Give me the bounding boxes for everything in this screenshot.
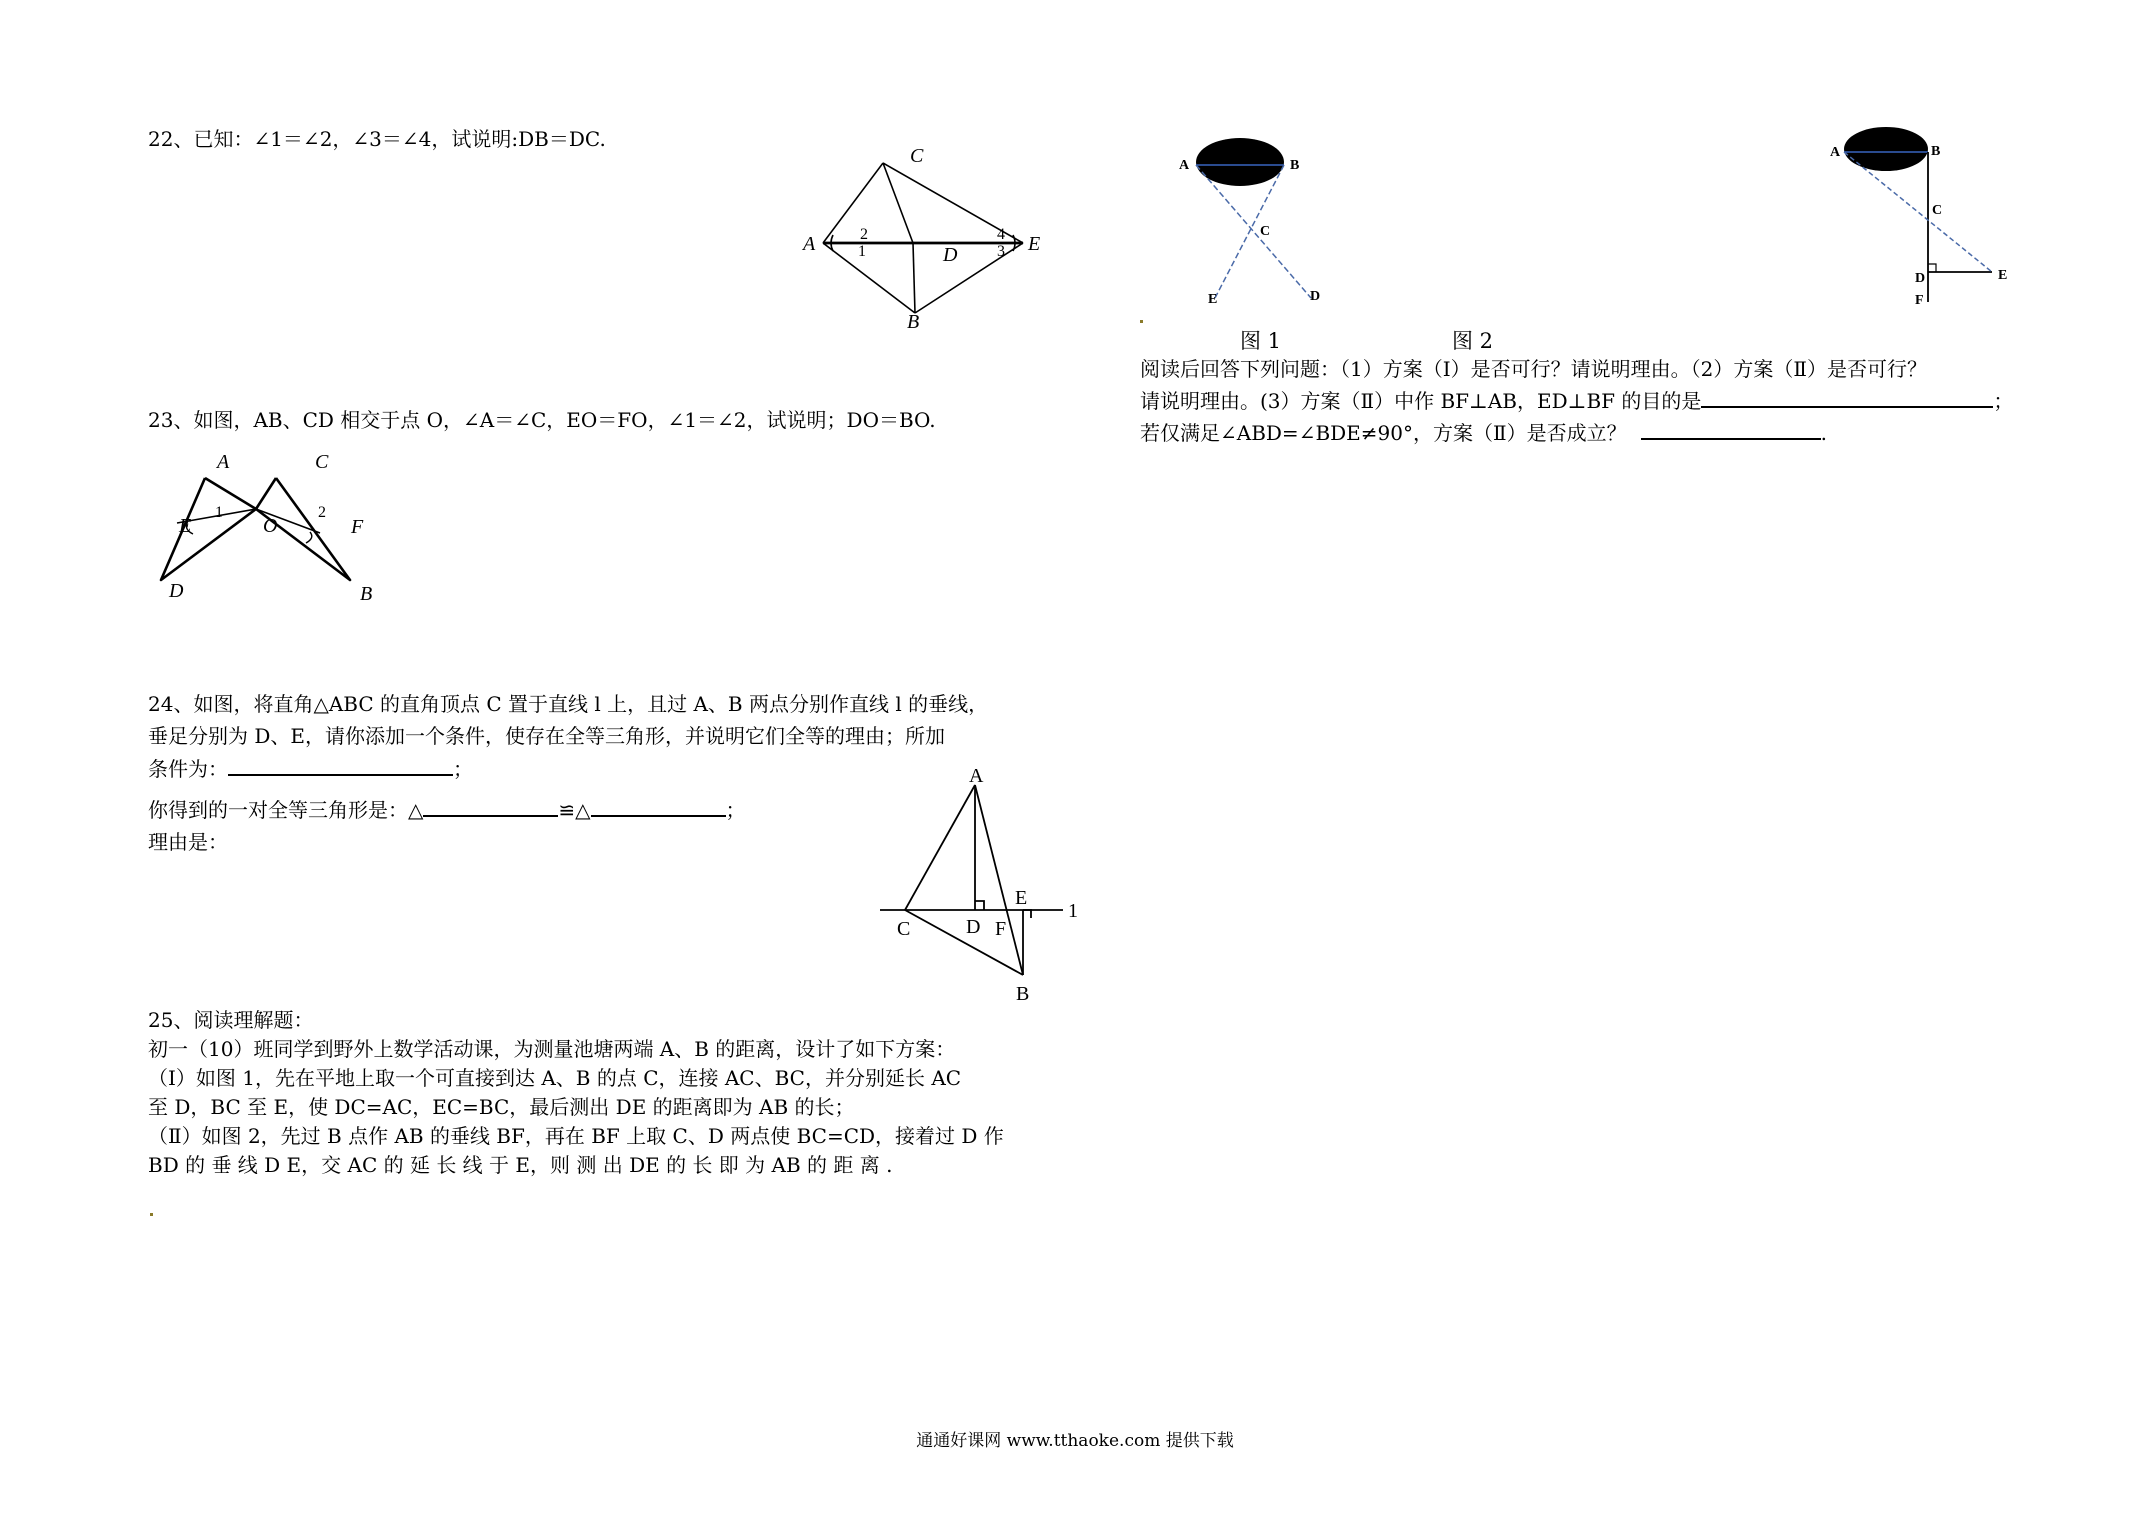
q22-angle-3: 3	[997, 243, 1005, 260]
q23-label-b: B	[360, 583, 373, 605]
q22-angle-2: 2	[860, 226, 868, 243]
stray-dot-left	[150, 1213, 153, 1216]
q24-triangle1-blank[interactable]	[423, 795, 558, 817]
q25-plan1-line1: （Ⅰ）如图 1，先在平地上取一个可直接到达 A、B 的点 C，连接 AC、BC，并分别延长 AC	[148, 1066, 962, 1090]
right-q2-end: ；	[1993, 389, 2014, 413]
q22-label-c: C	[910, 145, 924, 167]
stray-dot-right	[1140, 320, 1143, 323]
q24-condition-label: 条件为：	[148, 757, 228, 781]
q23-label-d: D	[169, 580, 184, 602]
fig1-label-c: C	[1260, 224, 1271, 239]
fig2-pond	[1844, 127, 1928, 171]
q24-label-a: A	[969, 765, 984, 787]
q23-label-e: E	[179, 515, 192, 537]
purpose-blank[interactable]	[1701, 386, 1993, 408]
q25-plan2-line1: （Ⅱ）如图 2，先过 B 点作 AB 的垂线 BF，再在 BF 上取 C、D 两点使 BC=CD，接着过 D 作	[148, 1124, 1004, 1148]
q22-text: 22、已知：∠1＝∠2，∠3＝∠4，试说明:DB＝DC.	[148, 127, 606, 151]
condition-holds-blank[interactable]	[1641, 418, 1821, 440]
q23-angle-2: 2	[318, 504, 326, 521]
q22-label-b: B	[907, 311, 920, 333]
right-q3-end: .	[1820, 421, 1827, 445]
q25-title: 25、阅读理解题：	[148, 1008, 314, 1032]
fig2-label-a: A	[1830, 145, 1841, 160]
q23-label-c: C	[315, 451, 329, 473]
fig2-label-b: B	[1931, 144, 1941, 159]
q22-angle-4: 4	[997, 226, 1005, 243]
q24-label-f: F	[995, 918, 1007, 940]
fig1-label-b: B	[1290, 158, 1300, 173]
q24-line1: 24、如图，将直角△ABC 的直角顶点 C 置于直线 l 上，且过 A、B 两点分别作直线 l 的垂线，	[148, 692, 989, 716]
right-q3-text: 若仅满足∠ABD=∠BDE≠90°，方案（Ⅱ）是否成立？	[1140, 421, 1627, 445]
q22-label-d: D	[943, 244, 958, 266]
q24-reason-label: 理由是：	[148, 830, 228, 854]
q24-figure	[880, 765, 1100, 1010]
right-q2-text: 请说明理由。(3）方案（Ⅱ）中作 BF⊥AB，ED⊥BF 的目的是	[1140, 389, 1702, 413]
q24-triangle2-blank[interactable]	[591, 795, 726, 817]
right-q2	[1140, 386, 2013, 415]
q22-label-e: E	[1028, 233, 1041, 255]
q25-intro: 初一（10）班同学到野外上数学活动课，为测量池塘两端 A、B 的距离，设计了如下方案：	[148, 1037, 956, 1061]
q24-label-d: D	[966, 916, 981, 938]
fig2-label-d: D	[1915, 271, 1926, 286]
q24-label-b: B	[1016, 983, 1030, 1005]
q23-figure	[155, 445, 415, 605]
q24-line4-end: ；	[725, 798, 746, 822]
q25-plan2-line2: BD 的 垂 线 D E，交 AC 的 延 长 线 于 E，则 测 出 DE 的 长 即 为 AB 的 距 离 .	[148, 1153, 893, 1177]
q24-label-l: 1	[1068, 900, 1078, 922]
q24-line4	[148, 795, 746, 824]
fig2-label-c: C	[1932, 203, 1943, 218]
q22-label-a: A	[803, 233, 816, 255]
q23-text: 23、如图，AB、CD 相交于点 O，∠A＝∠C，EO＝FO，∠1＝∠2，试说明；DO＝BO.	[148, 408, 936, 432]
q24-label-c: C	[897, 918, 911, 940]
fig2-caption: 图 2	[1452, 329, 1494, 353]
right-q3	[1140, 418, 1827, 447]
q22-figure	[803, 145, 1041, 333]
fig1-label-a: A	[1179, 158, 1190, 173]
right-q1: 阅读后回答下列问题：（1）方案（Ⅰ）是否可行？请说明理由。（2）方案（Ⅱ）是否可行？	[1140, 357, 1927, 381]
q23-angle-1: 1	[215, 504, 223, 521]
fig2-label-f: F	[1915, 293, 1924, 308]
fig2-label-e: E	[1998, 268, 2008, 283]
fig1-label-e: E	[1208, 292, 1218, 307]
fig2-pond-perpendicular	[1830, 120, 2010, 310]
fig1-caption: 图 1	[1240, 329, 1282, 353]
q23-label-a: A	[217, 451, 230, 473]
page-footer: 通通好课网 www.tthaoke.com 提供下载	[916, 1431, 1234, 1451]
q23-label-o: O	[263, 515, 278, 537]
fig1-pond-cross	[1170, 135, 1340, 315]
q24-congruent-sign: ≌△	[558, 798, 591, 822]
q24-line3	[148, 754, 473, 783]
q22-angle-1: 1	[858, 243, 866, 260]
q24-triangles-label: 你得到的一对全等三角形是：△	[148, 798, 424, 822]
q24-condition-blank[interactable]	[228, 754, 453, 776]
q24-label-e: E	[1015, 887, 1028, 909]
q25-plan1-line2: 至 D，BC 至 E，使 DC=AC，EC=BC，最后测出 DE 的距离即为 AB 的长；	[148, 1095, 855, 1119]
fig1-pond	[1196, 138, 1284, 186]
q24-line2: 垂足分别为 D、E，请你添加一个条件，使存在全等三角形，并说明它们全等的理由；所加	[148, 724, 945, 748]
q24-line3-end: ；	[453, 757, 473, 781]
fig1-label-d: D	[1310, 289, 1321, 304]
q23-label-f: F	[351, 516, 364, 538]
